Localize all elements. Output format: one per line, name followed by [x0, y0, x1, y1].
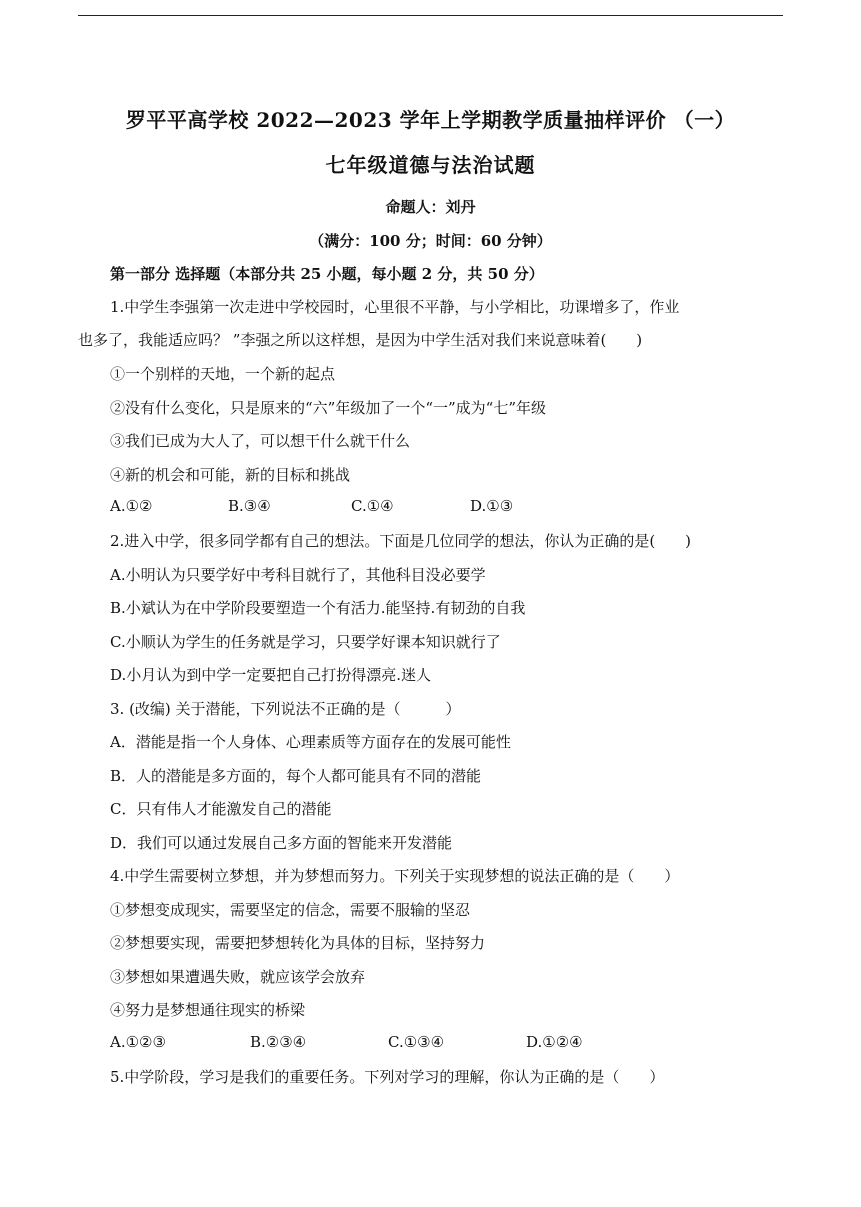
q1-item-3: ③我们已成为大人了，可以想干什么就干什么 [110, 432, 411, 450]
q4-item-2: ②梦想要实现，需要把梦想转化为具体的目标，坚持努力 [110, 934, 486, 952]
q4-item-1: ①梦想变成现实，需要坚定的信念，需要不服输的坚忍 [110, 901, 471, 919]
q4-option-b: B.②③④ [250, 1033, 307, 1051]
q4-options [110, 1033, 583, 1051]
q1-item-1: ①一个别样的天地，一个新的起点 [110, 365, 336, 383]
q1-stem-line2: 也多了，我能适应吗？ ”李强之所以这样想，是因为中学生活对我们来说意味着( ) [78, 331, 643, 349]
q4-stem: 4.中学生需要树立梦想，并为梦想而努力。下列关于实现梦想的说法正确的是（ ） [110, 867, 680, 885]
top-rule [78, 15, 783, 16]
author-line: 命题人：刘丹 [385, 198, 476, 216]
q2-option-c: C.小顺认为学生的任务就是学习，只要学好课本知识就行了 [110, 633, 501, 651]
q2-stem: 2.进入中学，很多同学都有自己的想法。下面是几位同学的想法，你认为正确的是( ) [110, 532, 692, 550]
exam-subtitle: 七年级道德与法治试题 [325, 153, 536, 177]
q1-item-2: ②没有什么变化，只是原来的“六”年级加了一个“一”成为“七”年级 [110, 399, 547, 417]
q2-option-a: A.小明认为只要学好中考科目就行了，其他科目没必要学 [110, 566, 486, 584]
q1-option-d: D.①③ [470, 497, 514, 515]
q4-item-4: ④努力是梦想通往现实的桥梁 [110, 1001, 306, 1019]
q2-option-d: D.小月认为到中学一定要把自己打扮得漂亮.迷人 [110, 666, 432, 684]
q3-option-c: C．只有伟人才能激发自己的潜能 [110, 800, 332, 818]
q1-options [110, 497, 513, 515]
q1-stem-line1: 1.中学生李强第一次走进中学校园时，心里很不平静，与小学相比，功课增多了，作业 [110, 298, 680, 316]
q4-item-3: ③梦想如果遭遇失败，就应该学会放弃 [110, 968, 366, 986]
q3-option-b: B．人的潜能是多方面的，每个人都可能具有不同的潜能 [110, 767, 482, 785]
q1-item-4: ④新的机会和可能，新的目标和挑战 [110, 466, 351, 484]
q3-option-d: D．我们可以通过发展自己多方面的智能来开发潜能 [110, 834, 453, 852]
q4-option-a: A.①②③ [110, 1033, 166, 1051]
q3-stem: 3. (改编) 关于潜能，下列说法不正确的是（ ） [110, 700, 461, 718]
exam-info: （满分：100 分；时间：60 分钟） [309, 232, 552, 250]
q4-option-d: D.①②④ [526, 1033, 583, 1051]
exam-title: 罗平平高学校 2022—2023 学年上学期教学质量抽样评价 （一） [125, 108, 736, 132]
q3-option-a: A．潜能是指一个人身体、心理素质等方面存在的发展可能性 [110, 733, 511, 751]
q2-option-b: B.小斌认为在中学阶段要塑造一个有活力.能坚持.有韧劲的自我 [110, 599, 526, 617]
section-heading: 第一部分 选择题（本部分共 25 小题，每小题 2 分，共 50 分） [110, 265, 544, 283]
q1-option-b: B.③④ [228, 497, 271, 515]
q5-stem: 5.中学阶段，学习是我们的重要任务。下列对学习的理解，你认为正确的是（ ） [110, 1068, 665, 1086]
q1-option-c: C.①④ [351, 497, 394, 515]
q1-option-a: A.①② [110, 497, 153, 515]
q4-option-c: C.①③④ [388, 1033, 445, 1051]
